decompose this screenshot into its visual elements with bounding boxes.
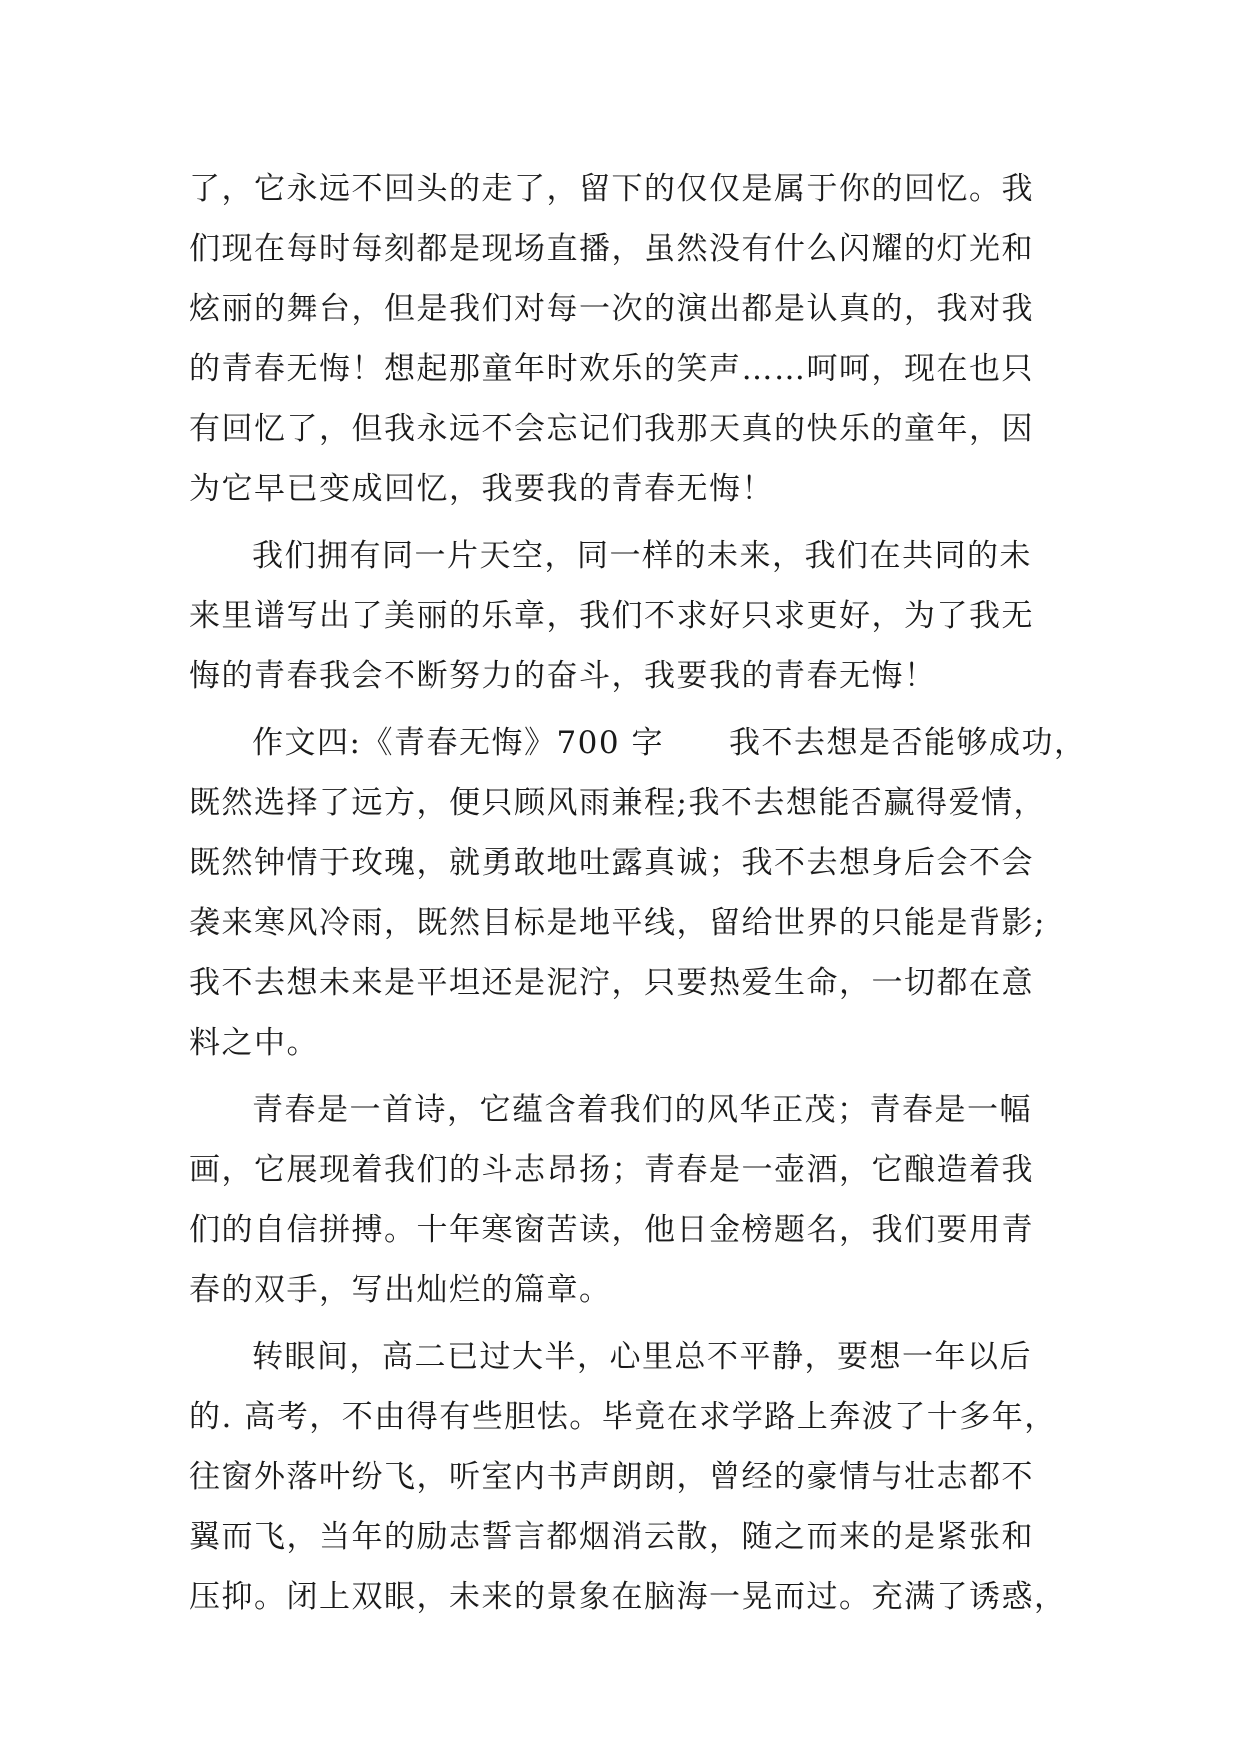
text-line: 春的双手，写出灿烂的篇章。	[189, 1272, 612, 1308]
text-line: 来里谱写出了美丽的乐章，我们不求好只求更好，为了我无	[189, 598, 1034, 634]
text-line: 们的自信拼搏。十年寒窗苦读，他日金榜题名，我们要用青	[189, 1212, 1034, 1248]
paragraph-start-line: 我们拥有同一片天空，同一样的未来，我们在共同的未	[252, 538, 1032, 574]
text-line: 了，它永远不回头的走了，留下的仅仅是属于你的回忆。我	[189, 171, 1034, 207]
text-line: 为它早已变成回忆，我要我的青春无悔！	[189, 471, 774, 507]
text-line: 料之中。	[189, 1025, 319, 1061]
text-line: 袭来寒风冷雨，既然目标是地平线，留给世界的只能是背影;	[189, 905, 1046, 941]
essay-body	[189, 159, 1087, 1627]
text-line: 翼而飞，当年的励志誓言都烟消云散，随之而来的是紧张和	[189, 1519, 1034, 1555]
paragraph-start-line: 转眼间，高二已过大半，心里总不平静，要想一年以后	[252, 1339, 1032, 1375]
text-line: 压抑。闭上双眼，未来的景象在脑海一晃而过。充满了诱惑，	[189, 1579, 1067, 1615]
text-line: 悔的青春我会不断努力的奋斗，我要我的青春无悔！	[189, 658, 937, 694]
paragraph-start-line: 青春是一首诗，它蕴含着我们的风华正茂；青春是一幅	[252, 1092, 1032, 1128]
text-line: 炫丽的舞台，但是我们对每一次的演出都是认真的，我对我	[189, 291, 1034, 327]
text-line: 既然钟情于玫瑰，就勇敢地吐露真诚；我不去想身后会不会	[189, 845, 1034, 881]
text-line: 往窗外落叶纷飞，听室内书声朗朗，曾经的豪情与壮志都不	[189, 1459, 1034, 1495]
text-line: 的青春无悔！想起那童年时欢乐的笑声……呵呵，现在也只	[189, 351, 1034, 387]
text-line: 们现在每时每刻都是现场直播，虽然没有什么闪耀的灯光和	[189, 231, 1034, 267]
essay-title-line: 作文四:《青春无悔》700 字 我不去想是否能够成功，	[252, 725, 1087, 761]
text-line: 我不去想未来是平坦还是泥泞，只要热爱生命，一切都在意	[189, 965, 1034, 1001]
text-line: 既然选择了远方，便只顾风雨兼程;我不去想能否赢得爱情，	[189, 785, 1046, 821]
text-line: 有回忆了，但我永远不会忘记们我那天真的快乐的童年，因	[189, 411, 1034, 447]
text-line: 画，它展现着我们的斗志昂扬；青春是一壶酒，它酿造着我	[189, 1152, 1034, 1188]
text-line: 的. 高考，不由得有些胆怯。毕竟在求学路上奔波了十多年，	[189, 1399, 1057, 1435]
